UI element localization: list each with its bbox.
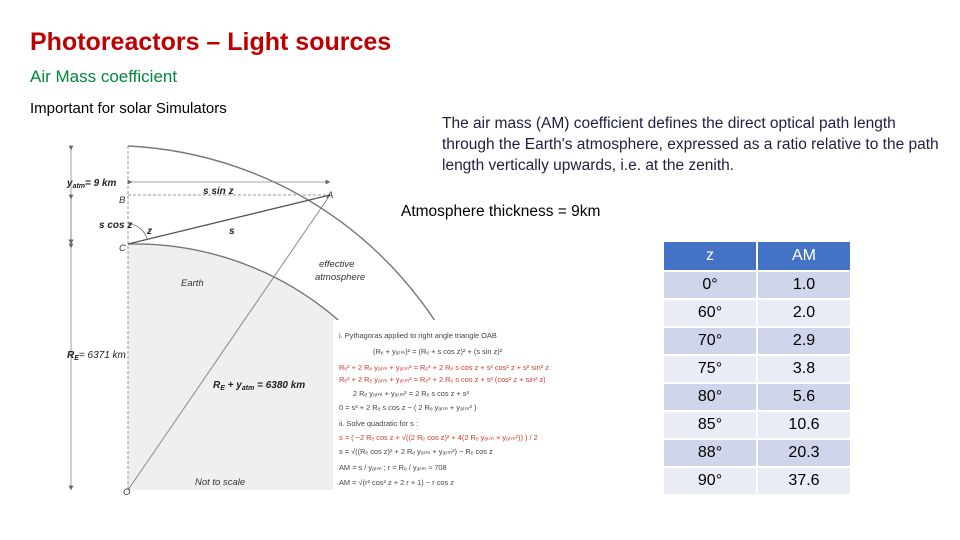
am-cell: 5.6 [758, 384, 850, 410]
equation-line: s = ( −2 Rₑ cos z + √((2 Rₑ cos z)² + 4(2 Rₑ yₐₜₘ + yₐₜₘ²)) ) / 2 [339, 433, 538, 442]
solar-simulators-note: Important for solar Simulators [30, 100, 227, 117]
table-row [664, 384, 850, 410]
earth-radius-label: $R_E= 6371$ km [67, 350, 126, 362]
table-row [664, 440, 850, 466]
derivation-equations [333, 320, 583, 498]
angle-z-label: z [147, 226, 152, 237]
header-z: z [664, 242, 756, 270]
equation-line: s = √((Rₑ cos z)² + 2 Rₑ yₐₜₘ + yₐₜₘ²) − Rₑ cos z [339, 447, 493, 456]
z-cell: 60° [664, 300, 756, 326]
path-s-label: s [229, 226, 235, 237]
am-cell: 3.8 [758, 356, 850, 382]
point-a-label: A [327, 190, 334, 201]
am-cell: 2.9 [758, 328, 850, 354]
effective-atmosphere-label-1: effective [319, 259, 355, 270]
table-row [664, 412, 850, 438]
slide-title: Photoreactors – Light sources [30, 28, 392, 56]
s-sin-z-label: s sin z [203, 186, 234, 197]
point-o-label: O [123, 487, 131, 498]
earth-label: Earth [181, 278, 204, 289]
atmosphere-thickness: Atmosphere thickness = 9km [401, 203, 601, 220]
table-row [664, 300, 850, 326]
z-cell: 80° [664, 384, 756, 410]
am-cell: 2.0 [758, 300, 850, 326]
equation-line: 2 Rₑ yₐₜₘ + yₐₜₘ² = 2 Rₑ s cos z + s² [353, 389, 469, 398]
z-cell: 90° [664, 468, 756, 494]
table-header-row [664, 242, 850, 270]
equation-line: Rₑ² + 2 Rₑ yₐₜₘ + yₐₜₘ² = Rₑ² + 2 Rₑ s cos z + s² (cos² z + sin² z) [339, 375, 546, 384]
point-b-label: B [119, 195, 126, 206]
table-row [664, 468, 850, 494]
yatm-label: $y_{atm}= 9$ km [67, 178, 117, 190]
am-cell: 37.6 [758, 468, 850, 494]
equation-line: 0 = s² + 2 Rₑ s cos z − ( 2 Rₑ yₐₜₘ + yₐₜₘ² ) [339, 403, 477, 412]
earth-plus-atm-radius-label: $R_E + y_{atm} = 6380$ km [213, 380, 306, 392]
z-cell: 85° [664, 412, 756, 438]
slide-subtitle: Air Mass coefficient [30, 67, 178, 86]
z-cell: 88° [664, 440, 756, 466]
equation-line: (Rₑ + yₐₜₘ)² = (Rₑ + s cos z)² + (s sin z)² [373, 347, 503, 356]
table-row [664, 356, 850, 382]
am-cell: 1.0 [758, 272, 850, 298]
equation-line: AM = s / yₐₜₘ ; r = Rₑ / yₐₜₘ ≈ 708 [339, 463, 447, 472]
z-cell: 75° [664, 356, 756, 382]
point-c-label: C [119, 243, 126, 254]
equation-line: AM = √(r² cos² z + 2 r + 1) − r cos z [339, 478, 454, 487]
am-cell: 10.6 [758, 412, 850, 438]
table-row [664, 328, 850, 354]
s-cos-z-label: s cos z [99, 220, 133, 231]
z-cell: 70° [664, 328, 756, 354]
am-cell: 20.3 [758, 440, 850, 466]
header-am: AM [758, 242, 850, 270]
table-row [664, 272, 850, 298]
effective-atmosphere-label-2: atmosphere [315, 272, 366, 283]
not-to-scale-label: Not to scale [195, 477, 246, 488]
equation-line: i. Pythagoras applied to right angle triangle OAB [339, 331, 497, 340]
air-mass-definition: The air mass (AM) coefficient defines the direct optical path length through the Earth's atmosphere, expressed as a ratio relative to the path length vertically upwards, i.e. at the zenith. [442, 115, 939, 174]
air-mass-table [662, 240, 852, 496]
z-cell: 0° [664, 272, 756, 298]
equation-line: Rₑ² + 2 Rₑ yₐₜₘ + yₐₜₘ² = Rₑ² + 2 Rₑ s cos z + s² cos² z + s² sin² z [339, 363, 549, 372]
equation-line: ii. Solve quadratic for s : [339, 419, 418, 428]
